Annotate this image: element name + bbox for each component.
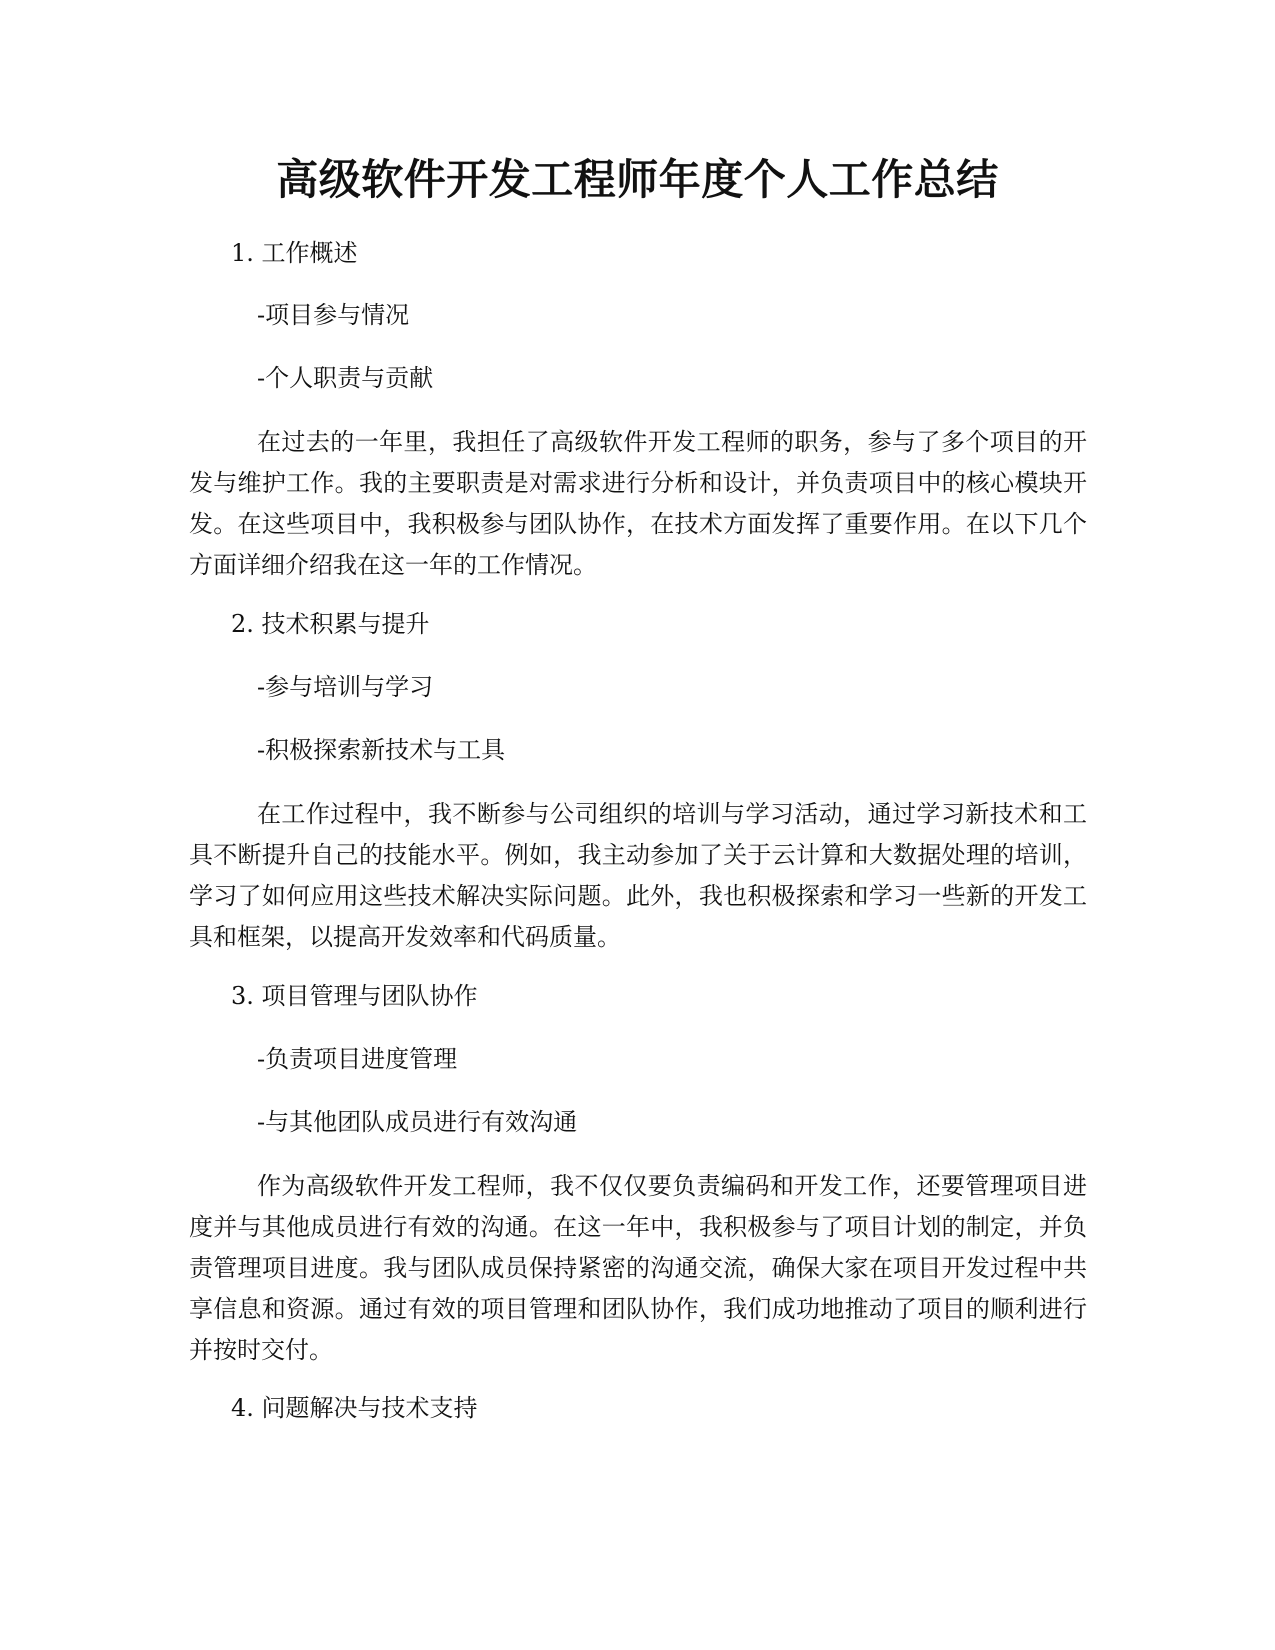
section-item: -项目参与情况 bbox=[257, 301, 410, 329]
section-heading: 4. 问题解决与技术支持 bbox=[231, 1394, 478, 1422]
document-title: 高级软件开发工程师年度个人工作总结 bbox=[276, 155, 999, 204]
section-paragraph: 在过去的一年里，我担任了高级软件开发工程师的职务，参与了多个项目的开发与维护工作。我的主要职责是对需求进行分析和设计，并负责项目中的核心模块开发。在这些项目中，我积极参与团队协作，在技术方面发挥了重要作用。在以下几个方面详细介绍我在这一年的工作情况。 bbox=[189, 428, 1087, 579]
section-item: -个人职责与贡献 bbox=[257, 364, 434, 392]
section-heading: 2. 技术积累与提升 bbox=[231, 610, 430, 638]
section-item: -负责项目进度管理 bbox=[257, 1045, 458, 1073]
section-item: -积极探索新技术与工具 bbox=[257, 736, 506, 764]
section-heading: 3. 项目管理与团队协作 bbox=[231, 982, 478, 1010]
section-item: -与其他团队成员进行有效沟通 bbox=[257, 1108, 578, 1136]
section-paragraph: 作为高级软件开发工程师，我不仅仅要负责编码和开发工作，还要管理项目进度并与其他成员进行有效的沟通。在这一年中，我积极参与了项目计划的制定，并负责管理项目进度。我与团队成员保持紧密的沟通交流，确保大家在项目开发过程中共享信息和资源。通过有效的项目管理和团队协作，我们成功地推动了项目的顺利进行并按时交付。 bbox=[189, 1172, 1087, 1364]
section-heading: 1. 工作概述 bbox=[231, 239, 358, 267]
section-item: -参与培训与学习 bbox=[257, 673, 434, 701]
section-paragraph: 在工作过程中，我不断参与公司组织的培训与学习活动，通过学习新技术和工具不断提升自己的技能水平。例如，我主动参加了关于云计算和大数据处理的培训，学习了如何应用这些技术解决实际问题。此外，我也积极探索和学习一些新的开发工具和框架，以提高开发效率和代码质量。 bbox=[189, 800, 1087, 951]
